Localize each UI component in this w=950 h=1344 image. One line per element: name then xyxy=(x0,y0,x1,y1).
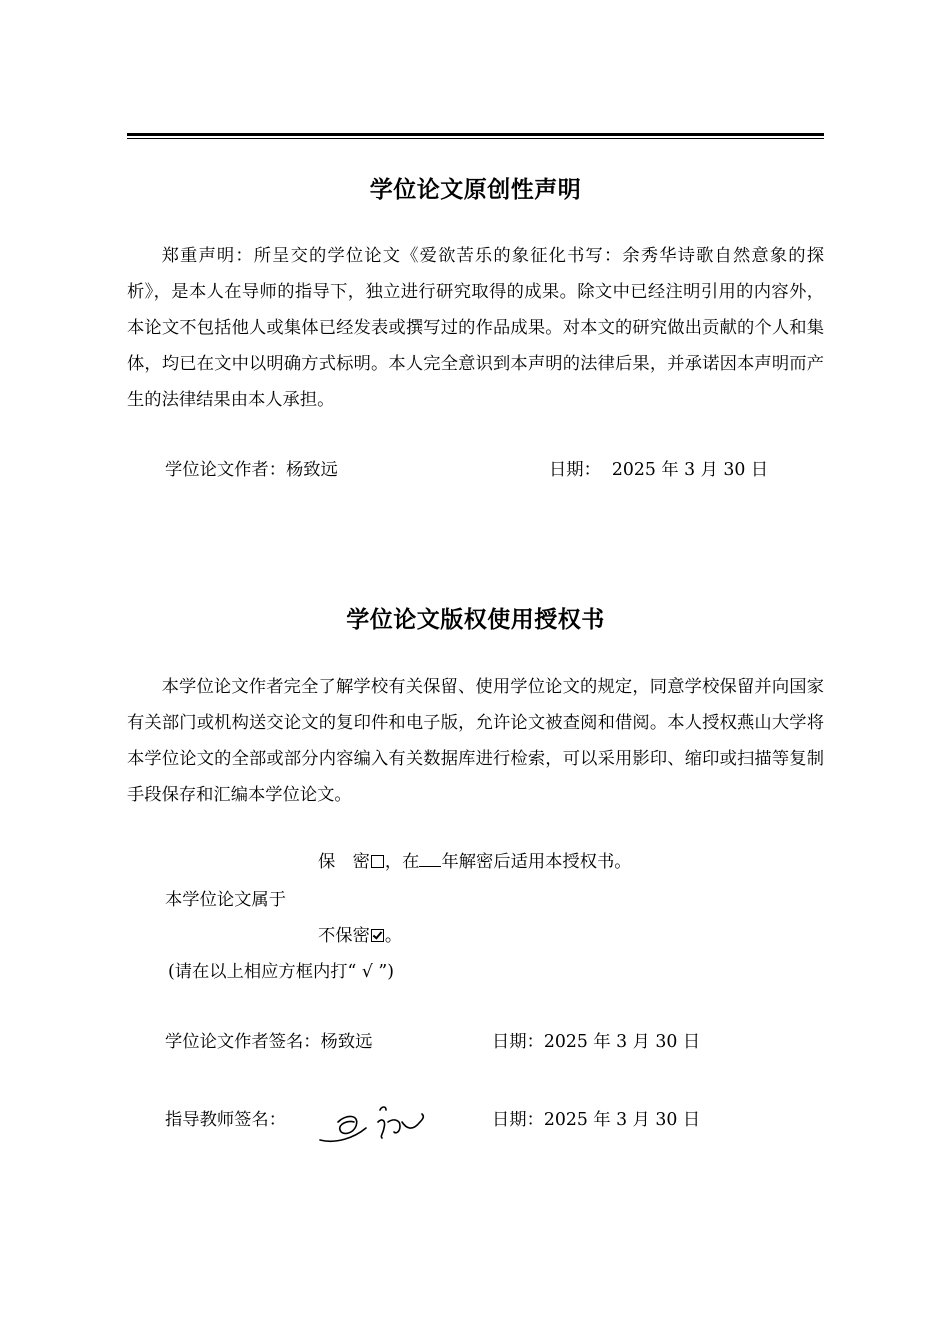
author-signature-label: 学位论文作者签名： xyxy=(165,1032,321,1052)
instruction-text: (请在以上相应方框内打“ √ ”) xyxy=(168,962,394,982)
author-label: 学位论文作者： xyxy=(165,460,286,480)
confidential-checkbox[interactable] xyxy=(371,855,384,868)
advisor-date-value: 2025 年 3 月 30 日 xyxy=(543,1110,701,1130)
advisor-handwritten-signature xyxy=(316,1092,428,1148)
author-signature-name: 杨致远 xyxy=(320,1032,373,1052)
non-confidential-option xyxy=(318,924,402,948)
author-name: 杨致远 xyxy=(285,460,338,480)
author-date-line xyxy=(492,1030,700,1054)
advisor-date-line xyxy=(492,1108,700,1132)
authorization-body: 本学位论文作者完全了解学校有关保留、使用学位论文的规定，同意学校保留并向国家有关部门或机构送交论文的复印件和电子版，允许论文被查阅和借阅。本人授权燕山大学将本学位论文的全部或部分内容编入有关数据库进行检索，可以采用影印、缩印或扫描等复制手段保存和汇编本学位论文。 xyxy=(127,677,824,805)
author-date-label: 日期： xyxy=(492,1032,544,1052)
confidential-suffix-a: ，在 xyxy=(384,852,420,872)
advisor-signature-label: 指导教师签名： xyxy=(165,1110,286,1130)
author-signature-line xyxy=(165,1030,372,1054)
declaration-author-line xyxy=(165,458,338,482)
confidential-suffix-b: 年解密后适用本授权书。 xyxy=(441,852,632,872)
date-value: 2025 年 3 月 30 日 xyxy=(611,460,769,480)
confidential-option xyxy=(318,850,632,874)
declaration-title: 学位论文原创性声明 xyxy=(369,177,582,203)
header-rule-thick xyxy=(127,133,824,136)
authorization-title: 学位论文版权使用授权书 xyxy=(346,607,605,633)
non-confidential-suffix: 。 xyxy=(384,926,403,946)
declaration-date-line xyxy=(549,458,768,482)
confidential-label: 保 密 xyxy=(318,852,370,872)
advisor-date-label: 日期： xyxy=(492,1110,544,1130)
author-date-value: 2025 年 3 月 30 日 xyxy=(543,1032,701,1052)
declaration-body: 郑重声明：所呈交的学位论文《爱欲苦乐的象征化书写：余秀华诗歌自然意象的探析》，是本人在导师的指导下，独立进行研究取得的成果。除文中已经注明引用的内容外，本论文不包括他人或集体已经发表或撰写过的作品成果。对本文的研究做出贡献的个人和集体，均已在文中以明确方式标明。本人完全意识到本声明的法律后果，并承诺因本声明而产生的法律结果由本人承担。 xyxy=(127,246,824,410)
date-label: 日期： xyxy=(549,460,601,480)
header-rule-thin xyxy=(127,138,824,139)
non-confidential-label: 不保密 xyxy=(318,926,370,946)
belongs-label: 本学位论文属于 xyxy=(165,890,286,910)
years-blank xyxy=(419,852,441,867)
non-confidential-checkbox[interactable] xyxy=(371,929,384,942)
